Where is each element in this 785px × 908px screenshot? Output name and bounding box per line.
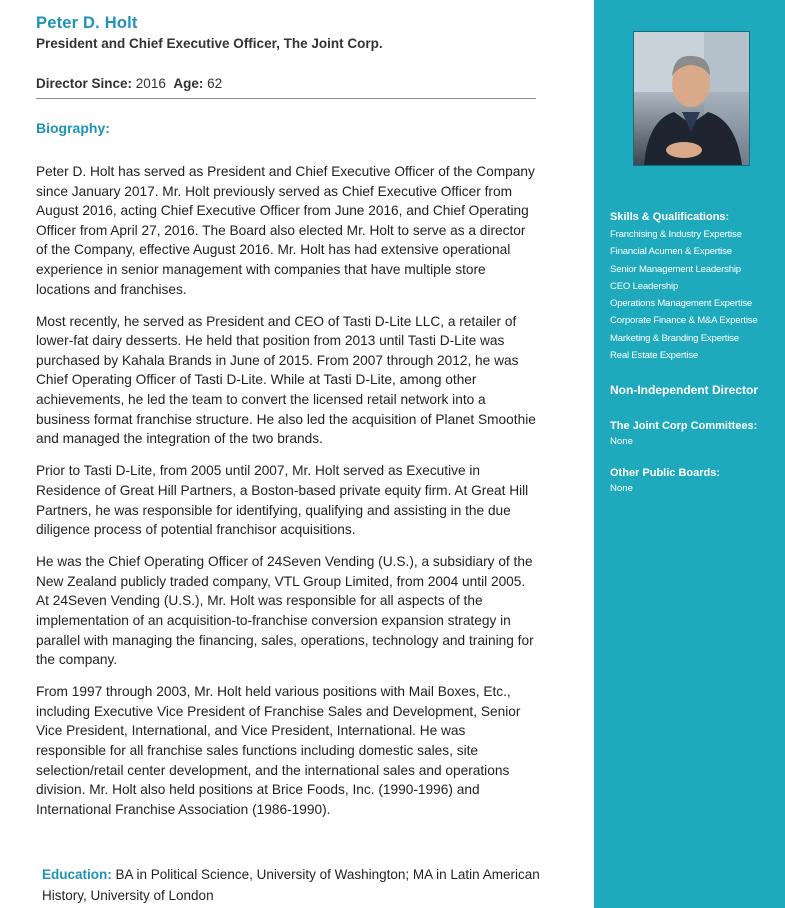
director-portrait [633, 31, 750, 166]
bio-paragraph: Most recently, he served as President and CEO of Tasti D-Lite LLC, a retailer of lower-fat dairy desserts. He held that position from 2013 until Tasti D-Lite was purchased by Kahala Brands in June of 2015. From 2007 through 2012, he was Chief Operating Officer of Tasti D-Lite. While at Tasti D-Lite, among other achievements, he led the team to convert the licensed retail network into a business format franchise structure. He also led the acquisition of Planet Smoothie and managed the integration of the two brands. [36, 313, 536, 447]
director-since-label: Director Since: [36, 76, 133, 91]
skills-section [610, 211, 780, 364]
skill-item: Franchising & Industry Expertise [610, 229, 742, 240]
skill-item: CEO Leadership [610, 280, 679, 292]
biography-heading: Biography: [36, 120, 110, 136]
education [42, 864, 542, 906]
bio-paragraph: He was the Chief Operating Officer of 24Seven Vending (U.S.), a subsidiary of the New Zealand publicly traded company, VTL Group Limited, from 2004 until 2005. At 24Seven Vending (U.S.), Mr. Holt was responsible for all aspects of the implementation of an acquisition-to-franchise conversion expansion strategy in parallel with managing the financing, sales, operations, technology and training for the company. [36, 554, 534, 668]
bio-paragraph: Peter D. Holt has served as President and Chief Executive Officer of the Company since January 2017. Mr. Holt previously served as Chief Executive Officer from August 2016, acting Chief Executive Officer from June 2016, and Chief Operating Officer from April 27, 2016. The Board also elected Mr. Holt to serve as a director of the Company, effective August 2016. Mr. Holt has had extensive operational experience in senior management with companies that have multiple store locations and franchises. [36, 164, 535, 297]
committees-section [610, 420, 780, 447]
director-since-line [36, 76, 222, 91]
bio-paragraph: From 1997 through 2003, Mr. Holt held various positions with Mail Boxes, Etc., including Executive Vice President of Franchise Sales and Development, Senior Vice President, International, and Vice President, International. He was responsible for all franchise sales functions including domestic sales, site selection/retail center development, and the international sales and operations division. Mr. Holt also held positions at Brice Foods, Inc. (1990-1996) and International Franchise Association (1986-1990). [36, 684, 521, 817]
skills-heading: Skills & Qualifications: [610, 211, 730, 223]
committees-value: None [610, 436, 633, 447]
skill-item: Operations Management Expertise [610, 298, 753, 310]
bio-paragraph: Prior to Tasti D-Lite, from 2005 until 2007, Mr. Holt served as Executive in Residence of Great Hill Partners, a Boston-based private equity firm. At Great Hill Partners, he was responsible for identifying, qualifying and assisting in the due diligence process of potential franchisor acquisitions. [36, 463, 529, 538]
sidebar [594, 0, 785, 908]
other-boards-value: None [610, 483, 633, 494]
age-value: 62 [207, 76, 223, 91]
education-text: BA in Political Science, University of Washington; MA in Latin American History, University of London [42, 867, 540, 903]
independence-status: Non-Independent Director [610, 383, 759, 397]
other-boards-heading: Other Public Boards: [610, 467, 721, 479]
skills-list [610, 226, 780, 364]
other-boards-section [610, 467, 780, 494]
director-name: Peter D. Holt [36, 14, 138, 32]
committees-heading: The Joint Corp Committees: [610, 420, 758, 432]
skill-item: Marketing & Branding Expertise [610, 332, 739, 344]
age-label: Age: [173, 76, 204, 91]
header-divider [36, 98, 536, 99]
education-label: Education: [42, 867, 112, 882]
biography-text [36, 162, 539, 832]
skill-item: Senior Management Leadership [610, 263, 741, 275]
skill-item: Corporate Finance & M&A Expertise [610, 315, 758, 327]
skill-item: Real Estate Expertise [610, 350, 699, 362]
skill-item: Financial Acumen & Expertise [610, 246, 732, 258]
director-since-value: 2016 [135, 76, 166, 91]
portrait-illustration [634, 32, 749, 165]
director-title: President and Chief Executive Officer, The Joint Corp. [36, 36, 383, 51]
